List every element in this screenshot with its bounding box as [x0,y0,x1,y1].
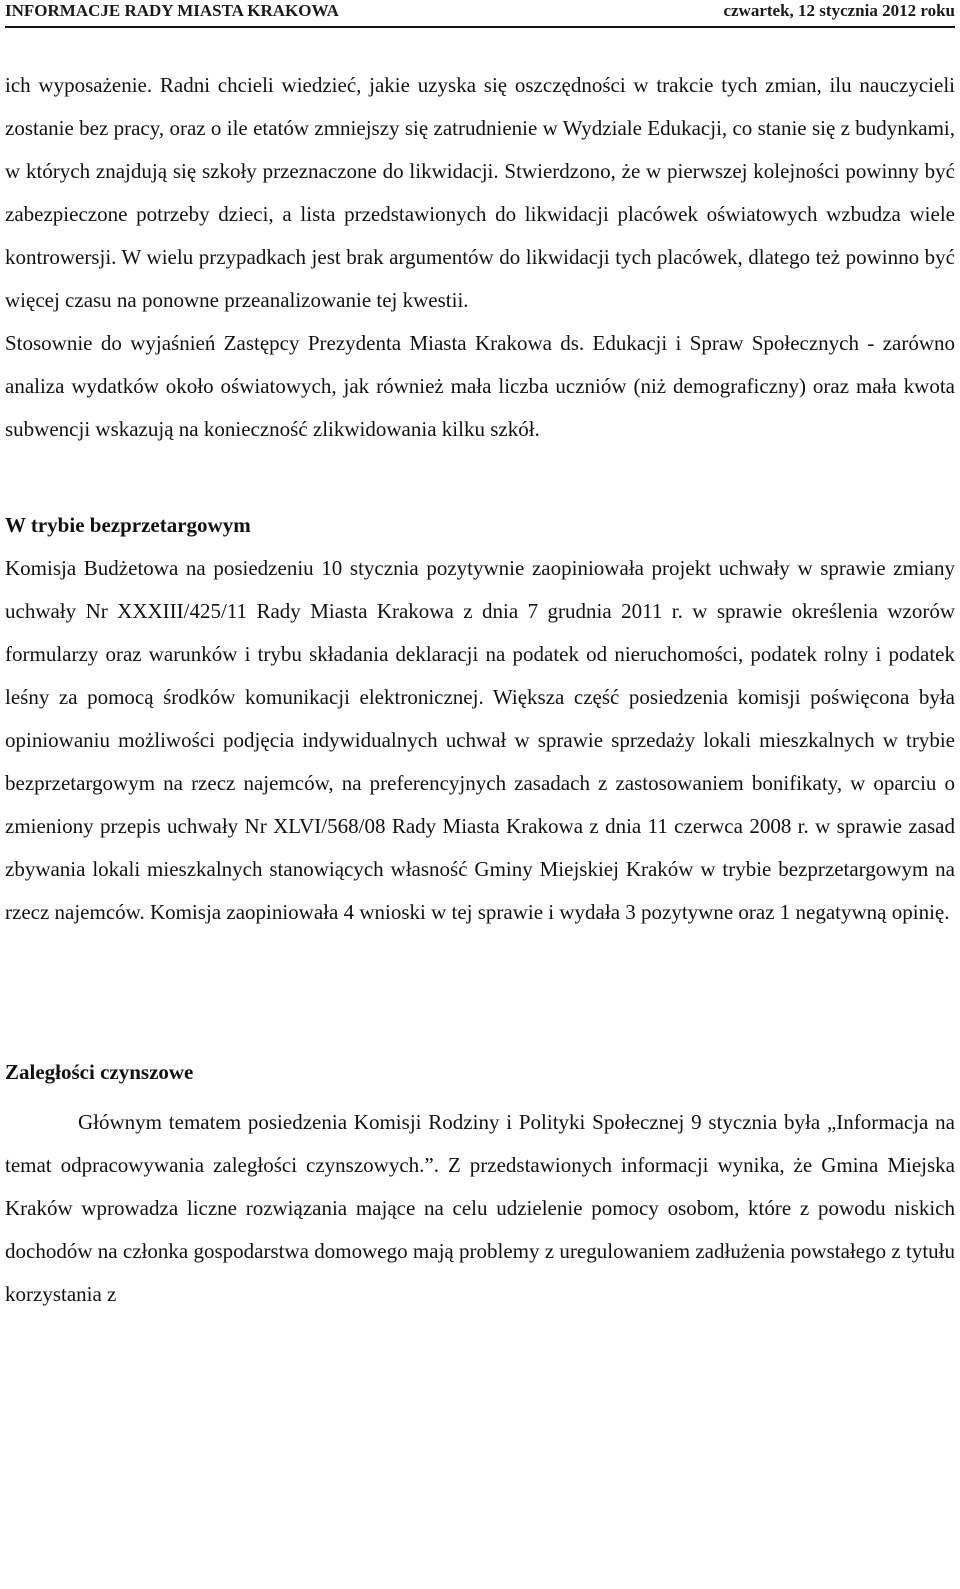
header-publication-title: INFORMACJE RADY MIASTA KRAKOWA [5,1,339,20]
section-heading-zaleglosci: Zaległości czynszowe [5,1060,194,1084]
section-heading-bezprzetargowy: W trybie bezprzetargowym [5,513,251,537]
header-date: czwartek, 12 stycznia 2012 roku [723,1,955,20]
paragraph-intro: ich wyposażenie. Radni chcieli wiedzieć, jakie uzyska się oszczędności w trakcie tych zmian, ilu nauczycieli zostanie bez pracy, oraz o ile etatów zmniejszy się zatrudnienie w Wydziale Edukacji, co stanie się z budynkami, w których znajdują się szkoły przeznaczone do likwidacji. Stwierdzono, że w pierwszej kolejności powinny być zabezpieczone potrzeby dzieci, a lista przedstawionych do likwidacji placówek oświatowych wzbudza wiele kontrowersji. W wielu przypadkach jest brak argumentów do likwidacji tych placówek, dlatego też powinno być więcej czasu na ponowne przeanalizowanie tej kwestii. [5,73,955,312]
paragraph-budget-committee: Komisja Budżetowa na posiedzeniu 10 stycznia pozytywnie zaopiniowała projekt uchwały w sprawie zmiany uchwały Nr XXXIII/425/11 Rady Miasta Krakowa z dnia 7 grudnia 2011 r. w sprawie określenia wzorów formularzy oraz warunków i trybu składania deklaracji na podatek od nieruchomości, podatek rolny i podatek leśny za pomocą środków komunikacji elektronicznej. Większa część posiedzenia komisji poświęcona była opiniowaniu możliwości podjęcia indywidualnych uchwał w sprawie sprzedaży lokali mieszkalnych w trybie bezprzetargowym na rzecz najemców, na preferencyjnych zasadach z zastosowaniem bonifikaty, w oparciu o zmieniony przepis uchwały Nr XLVI/568/08 Rady Miasta Krakowa z dnia 11 czerwca 2008 r. w sprawie zasad zbywania lokali mieszkalnych stanowiących własność Gminy Miejskiej Kraków w trybie bezprzetargowym na rzecz najemców. Komisja zaopiniowała 4 wnioski w tej sprawie i wydała 3 pozytywne oraz 1 negatywną opinię. [5,556,955,924]
paragraph-family-committee: Głównym tematem posiedzenia Komisji Rodziny i Polityki Społecznej 9 stycznia była „Informacja na temat odpracowywania zaległości czynszowych.”. Z przedstawionych informacji wynika, że Gmina Miejska Kraków wprowadza liczne rozwiązania mające na celu udzielenie pomocy osobom, które z powodu niskich dochodów na członka gospodarstwa domowego mają problemy z uregulowaniem zadłużenia powstałego z tytułu korzystania z [5,1110,955,1306]
paragraph-explanation: Stosownie do wyjaśnień Zastępcy Prezydenta Miasta Krakowa ds. Edukacji i Spraw Społecznych - zarówno analiza wydatków około oświatowych, jak również mała liczba uczniów (niż demograficzny) oraz mała kwota subwencji wskazują na konieczność zlikwidowania kilku szkół. [5,331,955,441]
page-header [5,0,955,28]
document-body [5,64,955,1316]
